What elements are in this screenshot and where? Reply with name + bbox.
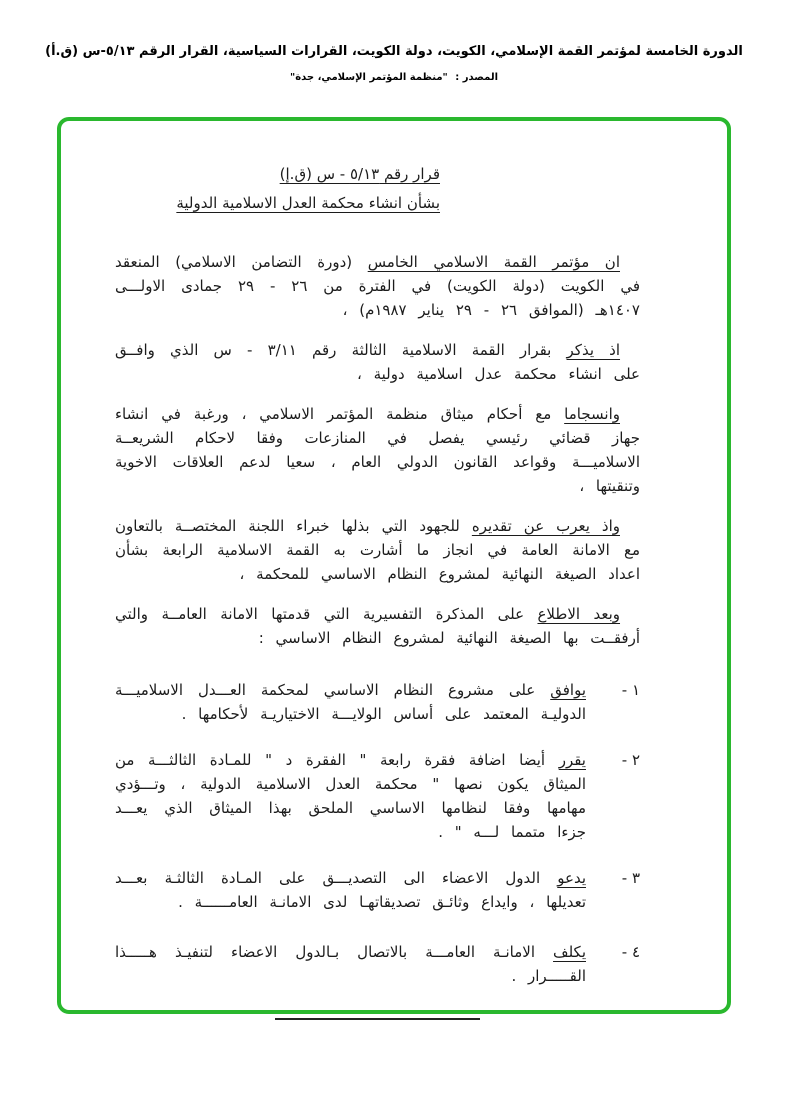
resolution-item-3 [115,866,640,914]
item-text [115,866,586,914]
paragraph-lead: واذ يعرب عن تقديره [471,517,620,535]
item-text [115,748,586,844]
header-title: الدورة الخامسة لمؤتمر القمة الإسلامي، الكويت، دولة الكويت، القرارات السياسية، القرار الرقم ٥/١٣-س (ق.أ) [45,44,743,59]
item-number: ٤ - [621,943,640,961]
item-text [115,940,586,988]
resolution-item-1 [115,678,640,726]
paragraph-lead: ان مؤتمر القمة الاسلامي الخامس [367,253,620,271]
item-text [115,678,586,726]
item-lead: يكلف [553,943,586,961]
item-number: ٣ - [621,869,640,887]
preamble-paragraph-4 [115,514,640,586]
resolution-items [115,678,640,988]
header-source [0,72,788,83]
resolution-item-2 [115,748,640,844]
preamble-paragraph-2 [115,338,640,386]
item-rest: أيضا اضافة فقرة رابعة " الفقرة د " للمـادة الثالثـــة من الميثاق يكون نصها " محكمة العدل الاسلامية الدولية ، وتـــؤدي مهامها وفقا لنظامها الاساسي الملحق بهذا الميثاق الذي يعـــد جزءا متمما لـــه " . [115,751,586,841]
page-header [0,0,788,83]
item-number: ١ - [621,681,640,699]
item-number: ٢ - [621,751,640,769]
item-lead: يوافق [550,681,586,699]
paragraph-lead: اذ يذكر [566,341,621,359]
item-rest: على مشروع النظام الاساسي لمحكمة العـــدل الاسلاميـــة الدوليـة المعتمد على أساس الولايـــة الاختياريـة لأحكامها . [115,681,586,723]
paragraph-lead: وبعد الاطلاع [537,605,621,623]
doc-title-subject [115,190,440,216]
document-body [115,161,640,1020]
paragraph-text: (دورة التضامن الاسلامي) المنعقد في الكويت (دولة الكويت) في الفترة من ٢٦ - ٢٩ جمادى الاولـــى ١٤٠٧هـ (الموافق ٢٦ - ٢٩ يناير ١٩٨٧م) ، [115,253,640,319]
item-rest: الامانـة العامـــة بالاتصال بـالدول الاعضاء لتنفيـذ هـــــذا القـــــرار . [115,943,586,985]
document-frame [57,117,731,1014]
end-divider [275,1018,480,1020]
paragraph-text: على المذكرة التفسيرية التي قدمتها الامانة العامــة والتي أرفقــت بها الصيغة النهائية لمشروع النظام الاساسي : [115,605,640,647]
header-source-value: "منظمة المؤتمر الإسلامي، جدة" [289,72,448,83]
paragraph-lead: وانسجاما [564,405,620,423]
item-lead: يقرر [558,751,586,769]
header-source-label: المصدر : [455,72,499,83]
paragraph-text: مع أحكام ميثاق منظمة المؤتمر الاسلامي ، ورغبة في انشاء جهاز قضائي رئيسي يفصل في المنازعات وفقا لاحكام الشريعــة الاسلاميـــة وقواعد القانون الدولي العام ، سعيا لدعم العلاقات الاخوية وتنقيتها ، [115,405,640,495]
doc-title-number-text: قرار رقم ٥/١٣ - س (ق.إ) [279,165,440,183]
preamble-paragraph-1 [115,250,640,322]
item-rest: الدول الاعضاء الى التصديـــق على المـادة الثالثـة بعـــد تعديلها ، وايداع وثائـق تصديقاتهـا لدى الامانـة العامــــــة . [115,869,586,911]
paragraph-text: بقرار القمة الاسلامية الثالثة رقم ٣/١١ - س الذي وافــق على انشاء محكمة عدل اسلامية دولية ، [115,341,640,383]
preamble-paragraph-3 [115,402,640,498]
paragraph-text: للجهود التي بذلها خبراء اللجنة المختصــة بالتعاون مع الامانة العامة في انجاز ما أشارت به القمة الاسلامية الرابعة بشأن اعداد الصيغة النهائية لمشروع النظام الاساسي للمحكمة ، [115,517,640,583]
doc-title [115,161,640,216]
doc-title-subject-text: بشأن انشاء محكمة العدل الاسلامية الدولية [176,194,440,212]
preamble-paragraph-5 [115,602,640,650]
item-lead: يدعو [557,869,586,887]
resolution-item-4 [115,940,640,988]
doc-title-number [115,161,440,187]
